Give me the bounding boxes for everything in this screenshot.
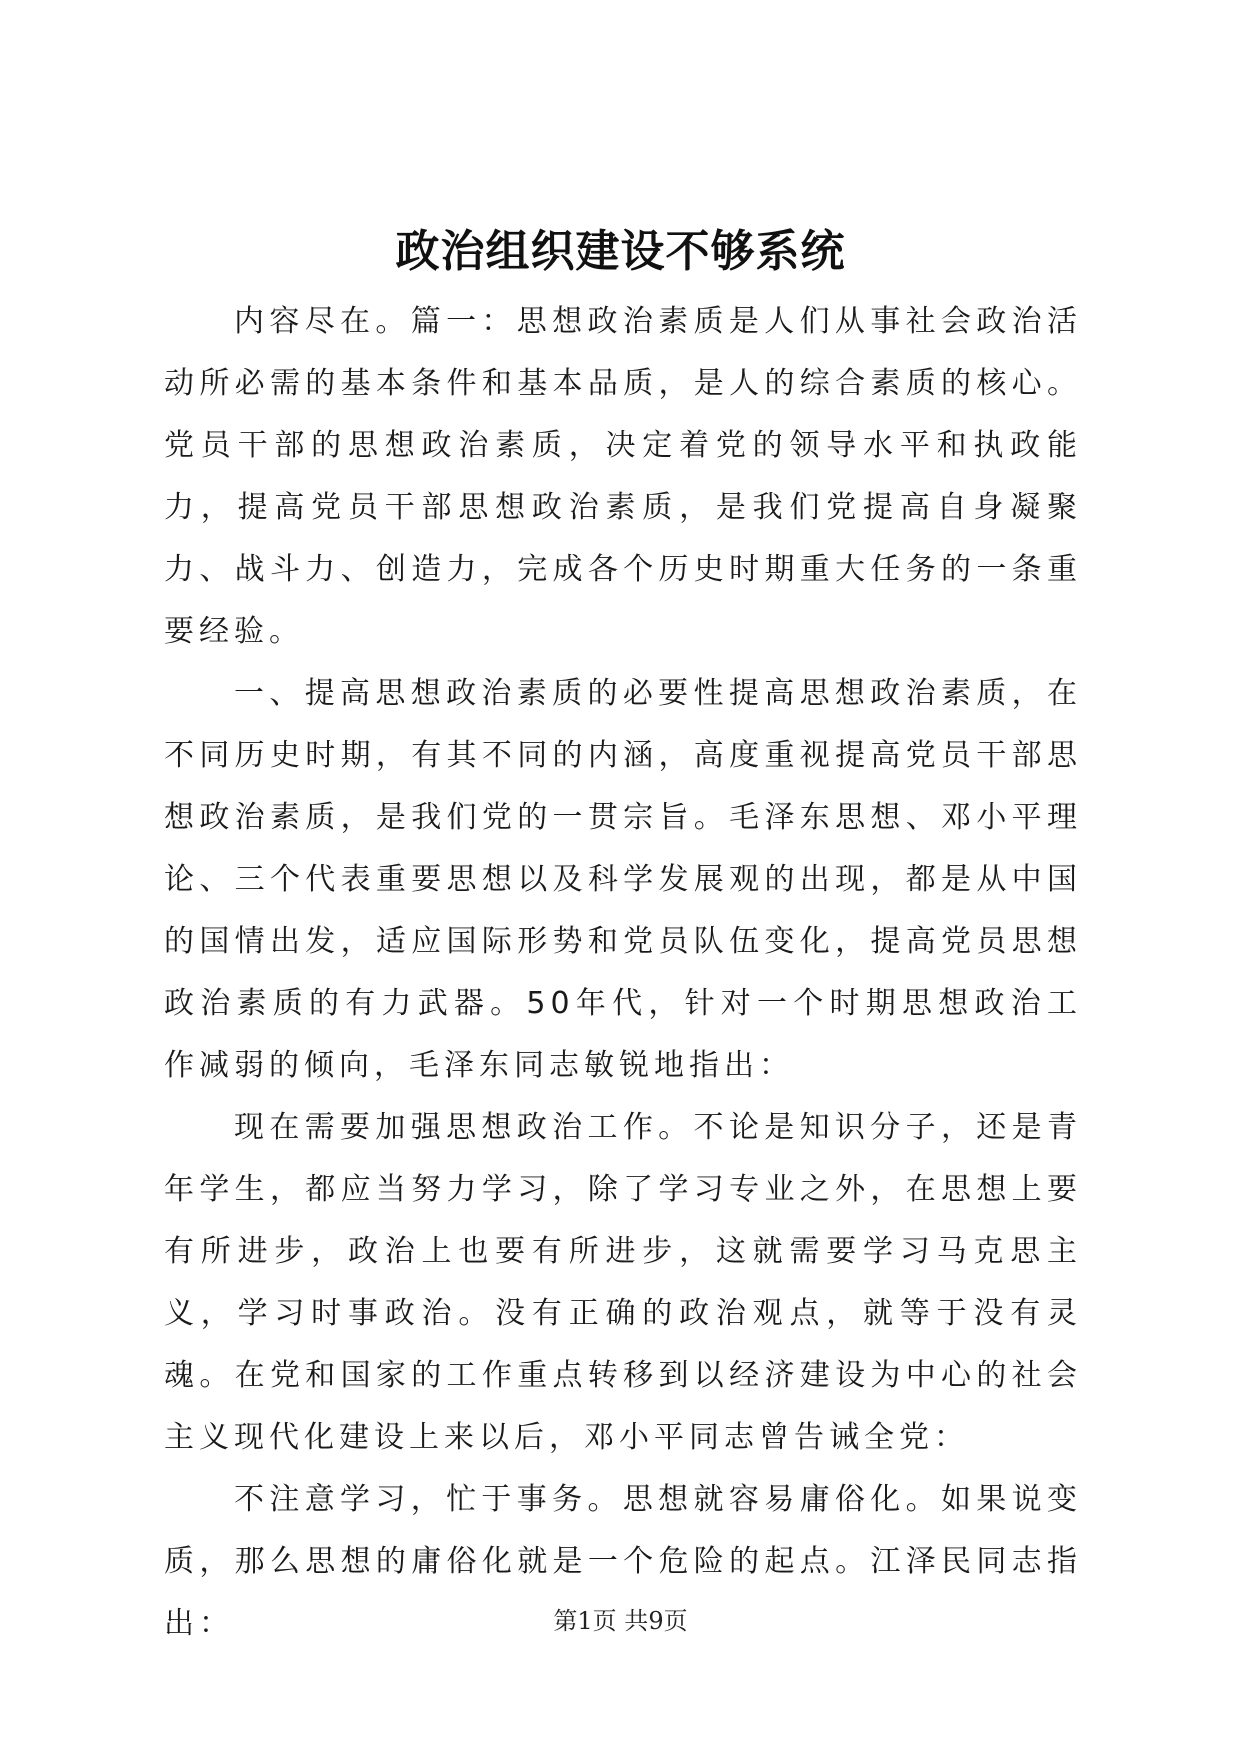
paragraph: 现在需要加强思想政治工作。不论是知识分子，还是青年学生，都应当努力学习，除了学习专业之外，在思想上要有所进步，政治上也要有所进步，这就需要学习马克思主义，学习时事政治。没有正确的政治观点，就等于没有灵魂。在党和国家的工作重点转移到以经济建设为中心的社会主义现代化建设上来以后，邓小平同志曾告诫全党：	[164, 1110, 1082, 1455]
total-pages-number: 9	[648, 1607, 664, 1635]
document-body	[164, 291, 1082, 1655]
page-label-prefix: 第	[553, 1607, 578, 1635]
paragraph: 一、提高思想政治素质的必要性提高思想政治素质，在不同历史时期，有其不同的内涵，高度重视提高党员干部思想政治素质，是我们党的一贯宗旨。毛泽东思想、邓小平理论、三个代表重要思想以及科学发展观的出现，都是从中国的国情出发，适应国际形势和党员队伍变化，提高党员思想政治素质的有力武器。50年代，针对一个时期思想政治工作减弱的倾向，毛泽东同志敏锐地指出：	[164, 676, 1082, 1083]
paragraph: 内容尽在。篇一：思想政治素质是人们从事社会政治活动所必需的基本条件和基本品质，是人的综合素质的核心。党员干部的思想政治素质，决定着党的领导水平和执政能力，提高党员干部思想政治素质，是我们党提高自身凝聚力、战斗力、创造力，完成各个历史时期重大任务的一条重要经验。	[164, 304, 1082, 649]
page-label-suffix: 页	[663, 1607, 688, 1635]
page-title: 政治组织建设不够系统	[395, 226, 846, 277]
page-footer	[0, 1605, 1241, 1637]
paragraph: 不注意学习，忙于事务。思想就容易庸俗化。如果说变质，那么思想的庸俗化就是一个危险的起点。江泽民同志指出：	[164, 1482, 1082, 1641]
page-label-mid: 页 共	[592, 1607, 649, 1635]
current-page-number: 1	[577, 1607, 593, 1635]
